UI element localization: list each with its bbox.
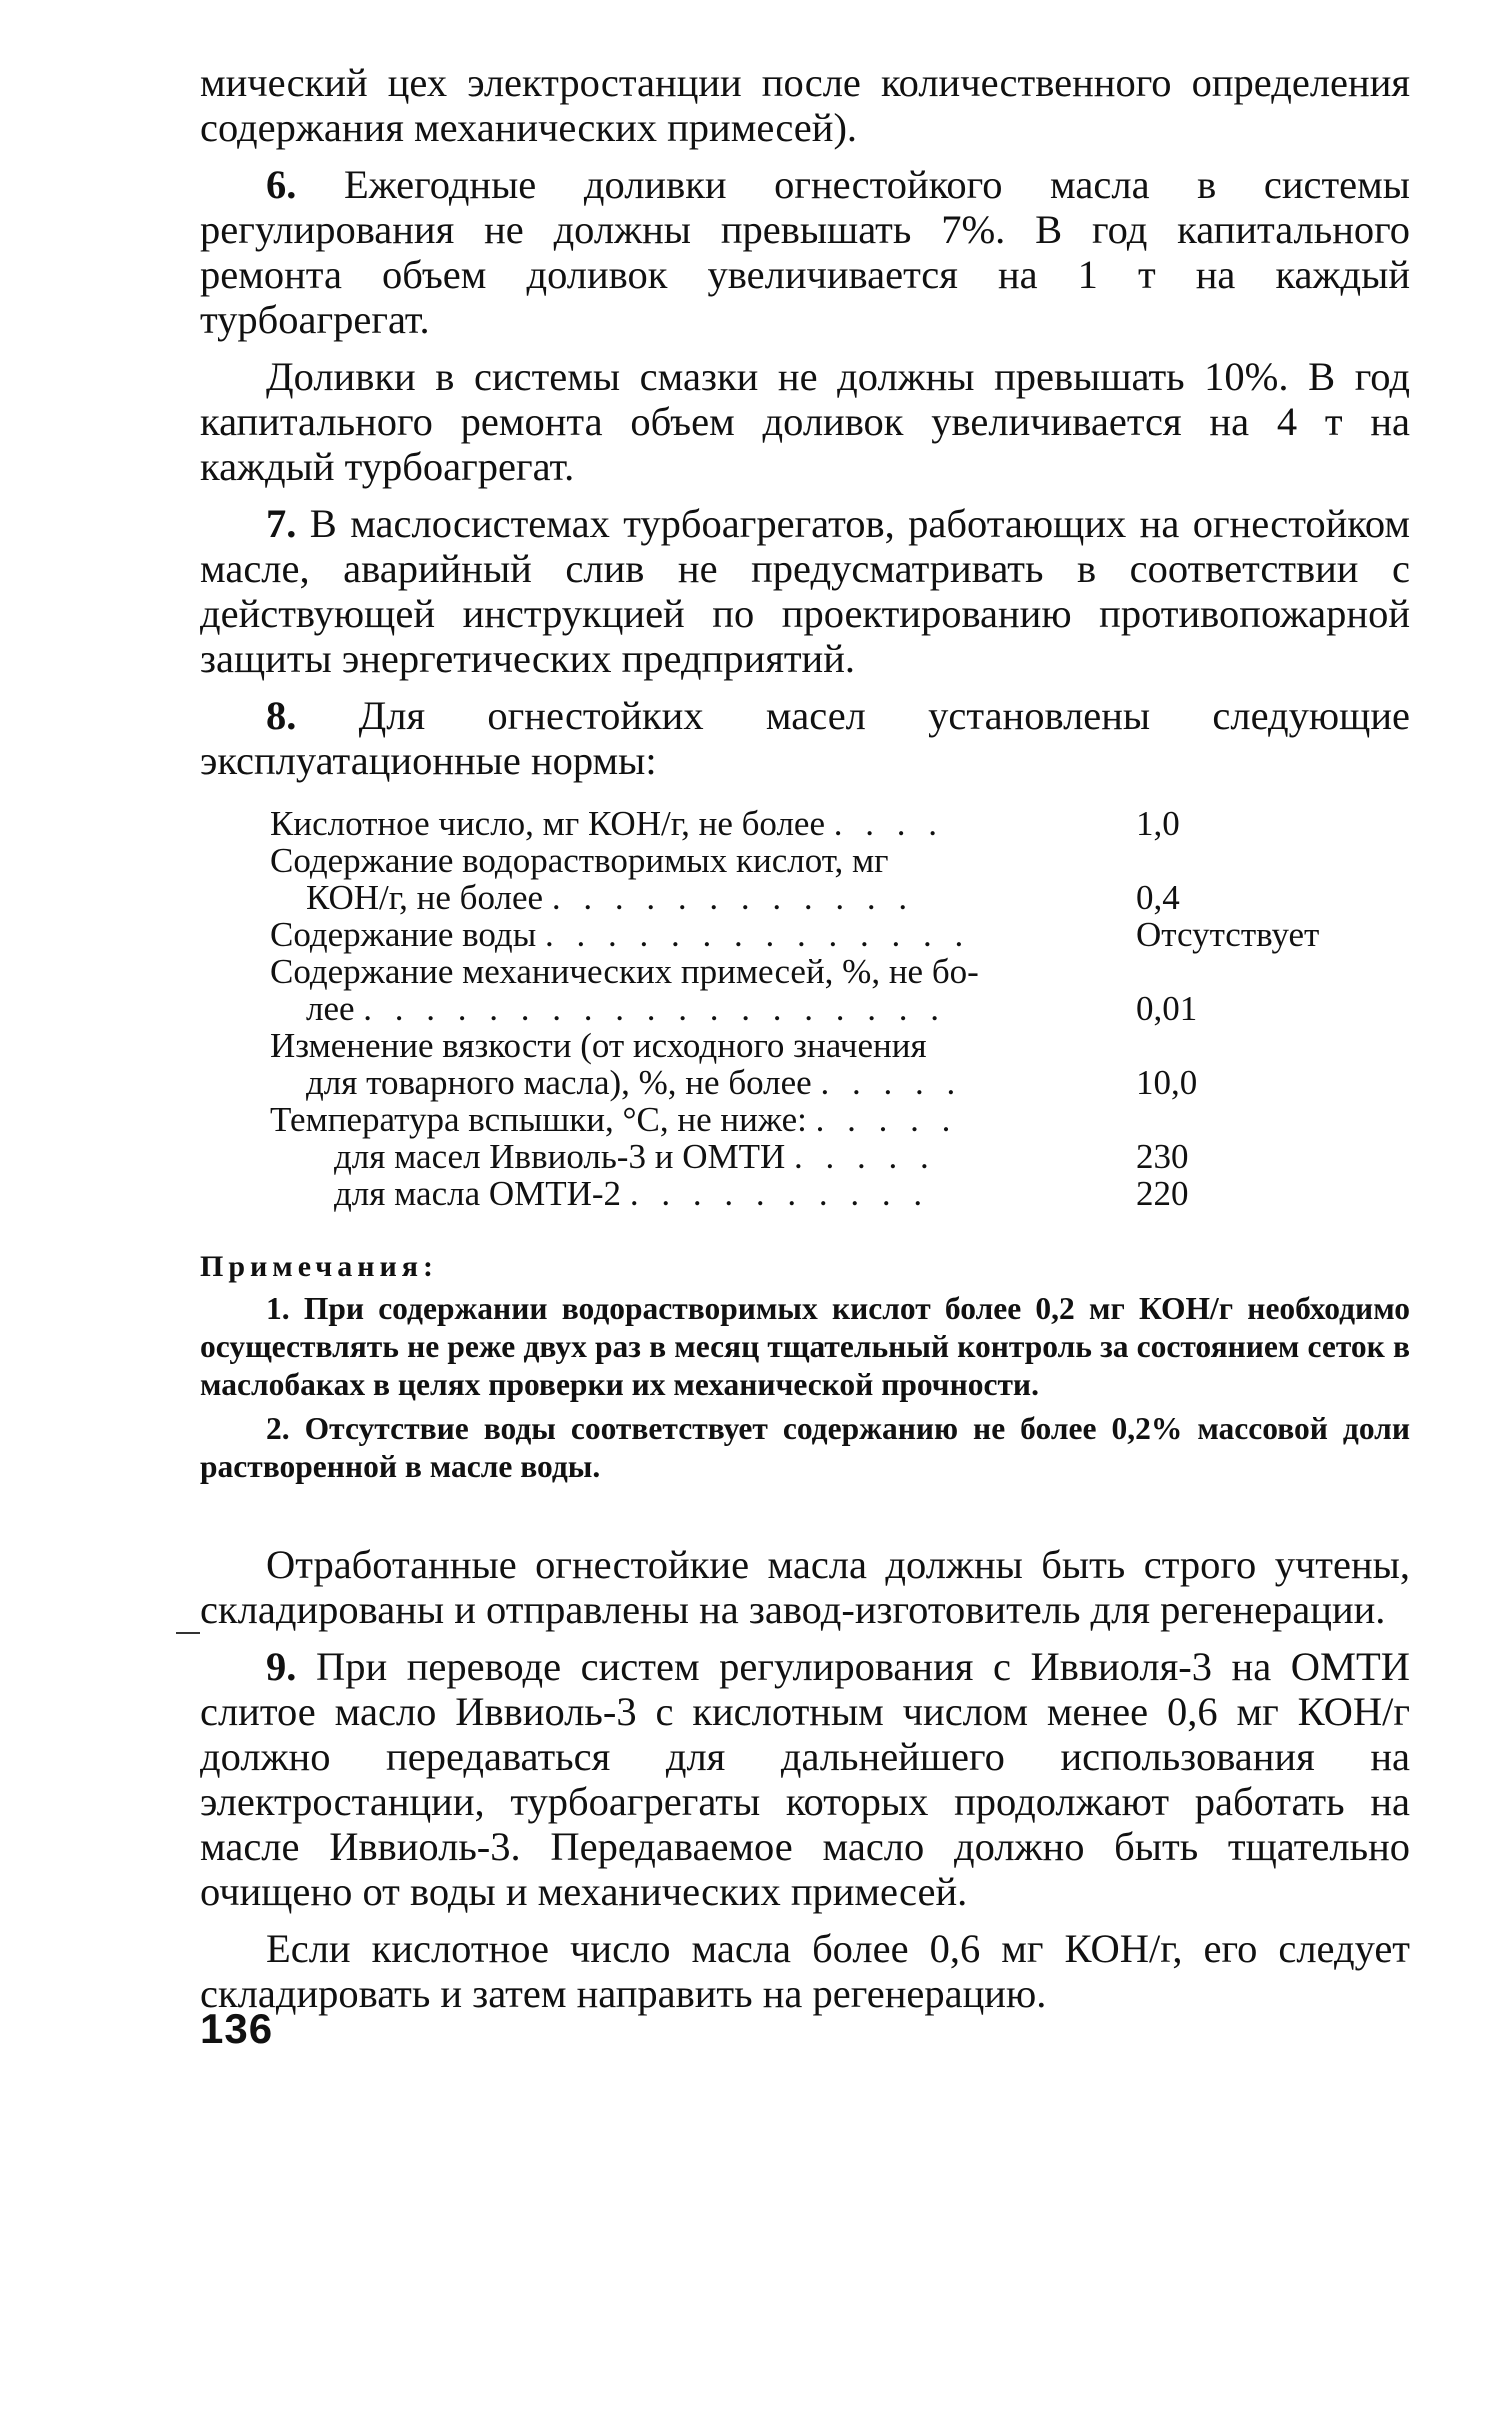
- norm-label: [270, 1175, 1100, 1212]
- norm-leader-dots: . . . . . . . . . .: [629, 1174, 930, 1213]
- norm-label-continuation: КОН/г, не более: [306, 878, 544, 917]
- norm-label: [270, 1027, 1100, 1101]
- norm-label-text: Изменение вязкости (от исходного значения: [270, 1026, 927, 1065]
- norm-value: [1100, 1101, 1410, 1138]
- norm-label: [270, 1101, 1100, 1138]
- norm-leader-dots: . . . . . . . . . . . . . .: [545, 915, 971, 954]
- norm-leader-dots: . . . . . . . . . . . .: [551, 878, 915, 917]
- norm-leader-dots: . . . . .: [815, 1100, 958, 1139]
- note-1-text: При содержании водорастворимых кислот более 0,2 мг КОН/г необходимо осуществлять не реже двух раз в месяц тщательный контроль за состоянием сеток в маслобаках в целях проверки их механической прочности.: [200, 1291, 1410, 1402]
- norm-label: [270, 953, 1100, 1027]
- norm-value: 0,01: [1136, 989, 1198, 1028]
- norm-label-subitem: для масел Иввиоль-3 и ОМТИ: [334, 1137, 786, 1176]
- norm-leader-dots: . . . . .: [820, 1063, 963, 1102]
- norm-label-text: Содержание водорастворимых кислот, мг: [270, 841, 889, 880]
- norm-leader-dots: . . . .: [833, 804, 944, 843]
- norm-value: 230: [1136, 1137, 1189, 1176]
- item-9-number: 9.: [266, 1644, 297, 1689]
- norm-label: [270, 1138, 1100, 1175]
- norm-row: [270, 953, 1410, 1027]
- norm-value: 1,0: [1136, 804, 1180, 843]
- norm-label-text: Кислотное число, мг КОН/г, не более: [270, 804, 825, 843]
- page-number: 136: [200, 2005, 274, 2052]
- text-column: [200, 60, 1410, 2016]
- norms-table: [270, 805, 1410, 1212]
- paragraph-continued: мический цех электростанции после количественного определения содержания механических примесей).: [200, 60, 1410, 150]
- norm-leader-dots: . . . . .: [794, 1137, 936, 1176]
- norm-row: [270, 1175, 1410, 1212]
- item-7-text: В маслосистемах турбоагрегатов, работающих на огнестойком масле, аварийный слив не предусматривать в соответствии с действующей инструкцией по проектированию противопожарной защиты энергетических предприятий.: [200, 501, 1411, 681]
- note-1-number: 1.: [266, 1291, 290, 1326]
- note-2-number: 2.: [266, 1411, 290, 1446]
- norm-row: [270, 805, 1410, 842]
- norm-row: [270, 1027, 1410, 1101]
- norm-row: [270, 1138, 1410, 1175]
- norm-label-text: Содержание механических примесей, %, не бо-: [270, 952, 979, 991]
- norm-label: [270, 805, 1100, 842]
- norm-label-text: Содержание воды: [270, 915, 537, 954]
- norm-value: 220: [1136, 1174, 1189, 1213]
- norm-leader-dots: . . . . . . . . . . . . . . . . . . .: [363, 989, 947, 1028]
- note-2-text: Отсутствие воды соответствует содержанию не более 0,2% массовой доли растворенной в масле воды.: [200, 1411, 1411, 1484]
- item-9: [200, 1644, 1410, 1914]
- norm-row: [270, 842, 1410, 916]
- norm-value: Отсутствует: [1136, 915, 1320, 954]
- item-7-number: 7.: [266, 501, 297, 546]
- item-6: [200, 162, 1410, 342]
- item-8-number: 8.: [266, 693, 297, 738]
- norm-label: [270, 842, 1100, 916]
- norm-label-subitem: для масла ОМТИ-2: [334, 1174, 622, 1213]
- norm-value: 0,4: [1136, 878, 1180, 917]
- norm-row: [270, 1101, 1410, 1138]
- paragraph-used-oils: Отработанные огнестойкие масла должны быть строго учтены, складированы и отправлены на завод-изготовитель для регенерации.: [200, 1542, 1410, 1632]
- item-6-number: 6.: [266, 162, 297, 207]
- item-8-text: Для огнестойких масел установлены следующие эксплуатационные нормы:: [200, 693, 1410, 783]
- norm-label-continuation: для товарного масла), %, не более: [306, 1063, 812, 1102]
- paragraph-lubrication: Доливки в системы смазки не должны превышать 10%. В год капитального ремонта объем доливок увеличивается на 4 т на каждый турбоагрегат.: [200, 354, 1410, 489]
- norm-value: 10,0: [1136, 1063, 1198, 1102]
- item-7: [200, 501, 1410, 681]
- note-1: [200, 1290, 1410, 1404]
- item-6-text: Ежегодные доливки огнестойкого масла в системы регулирования не должны превышать 7%. В год капитального ремонта объем доливок увеличивается на 1 т на каждый турбоагрегат.: [200, 162, 1410, 342]
- norm-row: [270, 916, 1410, 953]
- item-9-text: При переводе систем регулирования с Иввиоля-3 на ОМТИ слитое масло Иввиоль-3 с кислотным числом менее 0,6 мг КОН/г должно передаваться для дальнейшего использования на электростанции, турбоагрегаты которых продолжают работать на масле Иввиоль-3. Передаваемое масло должно быть тщательно очищено от воды и механических примесей.: [200, 1644, 1410, 1914]
- paragraph-acid-number: Если кислотное число масла более 0,6 мг КОН/г, его следует складировать и затем направить на регенерацию.: [200, 1926, 1410, 2016]
- item-8: [200, 693, 1410, 783]
- norm-label: [270, 916, 1100, 953]
- norm-label-text: Температура вспышки, °С, не ниже:: [270, 1100, 807, 1139]
- notes-heading: Примечания:: [200, 1250, 439, 1283]
- note-2: [200, 1410, 1410, 1486]
- norm-label-continuation: лее: [306, 989, 355, 1028]
